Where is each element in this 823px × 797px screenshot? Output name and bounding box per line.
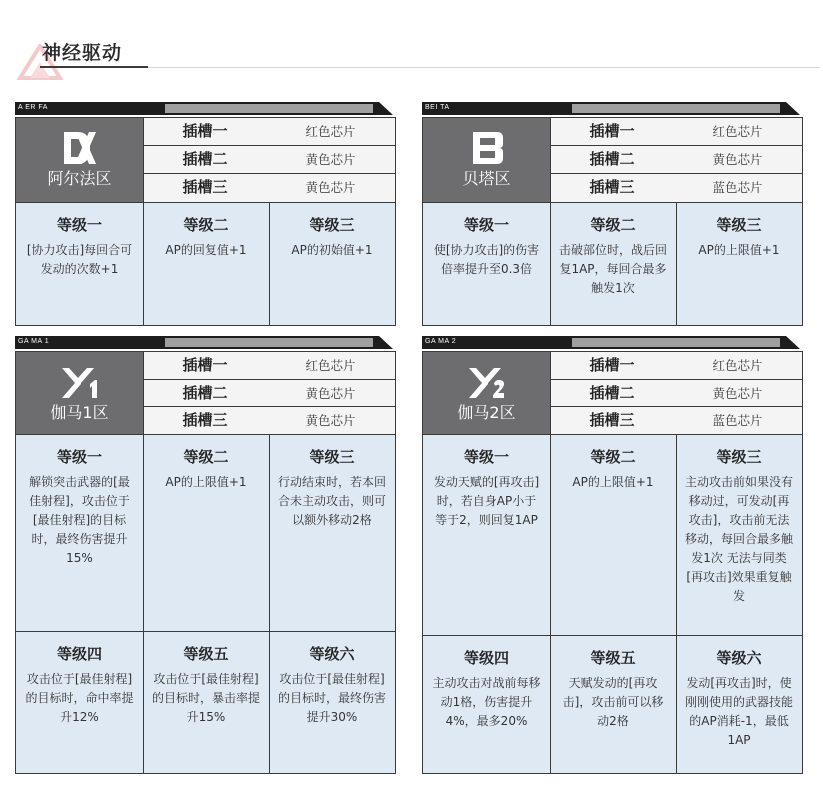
level-cell <box>550 202 676 325</box>
level-label: 等级二 <box>590 216 636 234</box>
title-divider <box>148 67 820 68</box>
level-cell <box>269 631 395 773</box>
level-label: 等级三 <box>716 448 762 466</box>
slot-chip: 红色芯片 <box>712 124 763 139</box>
level-label: 等级五 <box>590 649 636 667</box>
slot-row <box>143 352 395 380</box>
slot-row <box>550 352 802 380</box>
panel-header <box>422 102 786 115</box>
panel-gamma1 <box>15 336 396 774</box>
level-label: 等级三 <box>309 216 355 234</box>
level-cell <box>143 631 269 773</box>
level-desc: AP的上限值+1 <box>698 243 780 257</box>
level-desc: AP的上限值+1 <box>165 475 247 489</box>
slot-name: 插槽三 <box>182 411 228 429</box>
slot-chip: 黄色芯片 <box>305 152 356 167</box>
zone-badge <box>423 118 550 202</box>
level-cell <box>143 202 269 325</box>
slot-name: 插槽二 <box>589 150 635 168</box>
slot-chip: 黄色芯片 <box>305 180 356 195</box>
slot-row <box>550 146 802 174</box>
slot-row <box>143 407 395 434</box>
slot-chip: 红色芯片 <box>305 124 356 139</box>
level-label: 等级一 <box>463 448 509 466</box>
zone-name: 伽马1区 <box>50 403 109 422</box>
slot-chip: 红色芯片 <box>712 358 763 373</box>
slot-chip: 红色芯片 <box>305 358 356 373</box>
page-title: 神经驱动 <box>42 42 123 64</box>
slot-name: 插槽一 <box>182 356 228 374</box>
panel-gamma2 <box>422 336 803 774</box>
slot-chip: 黄色芯片 <box>305 413 356 428</box>
level-desc: 主动攻击前如果没有移动过，可发动[再攻击]，攻击前无法移动，每回合最多触发1次 无法与同类[再攻击]效果重复触发 <box>684 475 793 603</box>
level-desc: AP的上限值+1 <box>572 475 654 489</box>
level-cell <box>269 434 395 631</box>
panel-frame <box>422 351 803 774</box>
level-cell <box>676 434 802 635</box>
slot-row <box>143 380 395 407</box>
level-desc: 击破部位时，战后回复1AP，每回合最多触发1次 <box>558 243 667 295</box>
panel-frame <box>15 351 396 774</box>
panel-code: GA MA 2 <box>425 338 457 345</box>
beta-zone-icon <box>467 128 507 168</box>
level-label: 等级一 <box>56 216 102 234</box>
level-label: 等级四 <box>56 645 102 663</box>
panel-code: A ER FA <box>18 104 48 111</box>
slot-chip: 黄色芯片 <box>305 386 356 401</box>
level-label: 等级二 <box>590 448 636 466</box>
slot-row <box>550 174 802 202</box>
level-desc: 攻击位于[最佳射程]的目标时，最终伤害提升30% <box>277 672 386 724</box>
level-cell <box>423 202 550 325</box>
level-label: 等级五 <box>183 645 229 663</box>
slot-name: 插槽一 <box>589 356 635 374</box>
slot-name: 插槽二 <box>182 384 228 402</box>
slot-name: 插槽三 <box>182 178 228 196</box>
level-label: 等级三 <box>716 216 762 234</box>
alpha-zone-icon <box>60 128 100 168</box>
panel-header <box>422 336 786 349</box>
panel-frame <box>15 117 396 326</box>
zone-badge <box>423 352 550 434</box>
slot-row <box>143 174 395 202</box>
slot-name: 插槽二 <box>589 384 635 402</box>
slot-name: 插槽三 <box>589 178 635 196</box>
level-cell <box>423 434 550 635</box>
level-label: 等级六 <box>309 645 355 663</box>
level-cell <box>269 202 395 325</box>
level-desc: [协力攻击]每回合可发动的次数+1 <box>26 243 133 276</box>
level-label: 等级二 <box>183 216 229 234</box>
slot-row <box>550 380 802 407</box>
zone-name: 伽马2区 <box>457 403 516 422</box>
level-cell <box>16 631 143 773</box>
slot-chip: 黄色芯片 <box>712 386 763 401</box>
panel-beta <box>422 102 803 326</box>
level-label: 等级三 <box>309 448 355 466</box>
level-desc: 解锁突击武器的[最佳射程]，攻击位于[最佳射程]的目标时，最终伤害提升15% <box>29 475 130 565</box>
level-cell <box>423 635 550 773</box>
zone-badge <box>16 118 143 202</box>
level-cell <box>16 202 143 325</box>
level-cell <box>550 635 676 773</box>
level-label: 等级一 <box>463 216 509 234</box>
slot-name: 插槽二 <box>182 150 228 168</box>
slot-name: 插槽一 <box>589 122 635 140</box>
level-cell <box>16 434 143 631</box>
level-desc: 发动[再攻击]时，使刚刚使用的武器技能的AP消耗-1，最低1AP <box>684 676 793 747</box>
level-cell <box>143 434 269 631</box>
gamma1-zone-icon <box>60 362 100 402</box>
level-cell <box>676 635 802 773</box>
level-desc: 发动天赋的[再攻击]时，若自身AP小于等于2，则回复1AP <box>433 475 540 527</box>
zone-name: 阿尔法区 <box>47 169 112 188</box>
level-label: 等级一 <box>56 448 102 466</box>
slot-row <box>143 118 395 146</box>
zone-name: 贝塔区 <box>462 169 511 188</box>
slot-chip: 蓝色芯片 <box>712 180 763 195</box>
level-desc: AP的回复值+1 <box>165 243 247 257</box>
level-label: 等级二 <box>183 448 229 466</box>
panel-code: BEI TA <box>425 104 450 111</box>
level-label: 等级六 <box>716 649 762 667</box>
level-label: 等级四 <box>463 649 509 667</box>
level-desc: 攻击位于[最佳射程]的目标时，命中率提升12% <box>25 672 134 724</box>
slot-row <box>143 146 395 174</box>
slot-chip: 黄色芯片 <box>712 152 763 167</box>
level-desc: 使[协力攻击]的伤害倍率提升至0.3倍 <box>433 243 540 276</box>
level-desc: 天赋发动的[再攻击]，攻击前可以移动2格 <box>562 676 664 728</box>
panel-code: GA MA 1 <box>18 338 50 345</box>
level-desc: 主动攻击对战前每移动1格，伤害提升4%，最多20% <box>432 676 541 728</box>
slot-row <box>550 118 802 146</box>
slot-name: 插槽一 <box>182 122 228 140</box>
slot-name: 插槽三 <box>589 411 635 429</box>
level-cell <box>550 434 676 635</box>
slot-chip: 蓝色芯片 <box>712 413 763 428</box>
level-desc: 攻击位于[最佳射程]的目标时，暴击率提升15% <box>151 672 260 724</box>
level-cell <box>676 202 802 325</box>
level-desc: 行动结束时，若本回合未主动攻击，则可以额外移动2格 <box>277 475 386 527</box>
level-desc: AP的初始值+1 <box>291 243 373 257</box>
zone-badge <box>16 352 143 434</box>
gamma2-zone-icon <box>467 362 507 402</box>
panel-header <box>15 336 379 349</box>
panel-header <box>15 102 379 115</box>
panel-frame <box>422 117 803 326</box>
title-underline <box>40 66 148 68</box>
panel-alpha <box>15 102 396 326</box>
slot-row <box>550 407 802 434</box>
